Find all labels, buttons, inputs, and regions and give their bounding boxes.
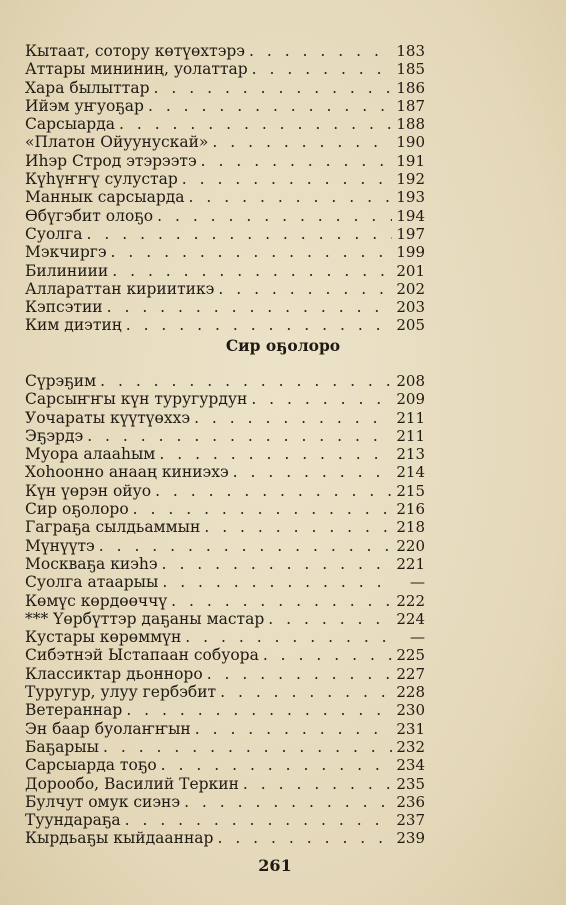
toc-entry-title: Ким диэтиң [25, 316, 122, 335]
toc-entry-title: Туундараҕа [25, 811, 121, 830]
toc-entry [25, 829, 425, 847]
toc-entry [25, 592, 425, 610]
toc-entry-page: 211 [396, 408, 425, 427]
toc-entry-title: Эн баар буолаҥҥын [25, 719, 191, 738]
dot-leader [119, 115, 392, 133]
toc-entry [25, 628, 425, 646]
dot-leader [87, 225, 393, 243]
dot-leader [195, 720, 393, 738]
toc-entry-page: 232 [396, 737, 425, 756]
dot-leader [111, 243, 393, 261]
toc-entry-title: Мүнүүтэ [25, 536, 95, 555]
toc-entry-page: 185 [396, 60, 425, 79]
toc-entry [25, 115, 425, 133]
toc-entry-title: Уочараты күүтүөххэ [25, 408, 191, 427]
toc-entry [25, 170, 425, 188]
toc-entry-page: — [410, 628, 425, 647]
toc-entry [25, 482, 425, 500]
toc-entry-title: Муора алааһым [25, 445, 156, 464]
toc-entry-page: 230 [396, 701, 425, 720]
toc-entry [25, 390, 425, 408]
toc-entry-page: 193 [396, 188, 425, 207]
page-number: 261 [258, 856, 292, 875]
toc-entry [25, 243, 425, 261]
toc-entry [25, 207, 425, 225]
toc-entry [25, 188, 425, 206]
toc-entry-title: Билиниии [25, 261, 109, 280]
toc-entry [25, 152, 425, 170]
toc-entry-page: 221 [396, 554, 425, 573]
toc-entry [25, 811, 425, 829]
toc-entry-page: 216 [396, 500, 425, 519]
dot-leader [251, 390, 392, 408]
toc-entry-title: Москваҕа киэһэ [25, 554, 158, 573]
toc-entry-title: Кытаат, сотору көтүөхтэрэ [25, 42, 245, 60]
dot-leader [157, 207, 392, 225]
toc-entry-title: Кэпсэтии [25, 298, 103, 317]
toc-entry [25, 427, 425, 445]
toc-entry-page: 201 [396, 261, 425, 280]
toc-entry-title: Аллараттан кириитикэ [25, 279, 215, 298]
toc-entry [25, 298, 425, 316]
dot-leader [207, 665, 393, 683]
toc-entry [25, 665, 425, 683]
dot-leader [162, 555, 393, 573]
dot-leader [107, 298, 393, 316]
dot-leader [126, 316, 393, 334]
toc-entry-page: 225 [396, 646, 425, 665]
toc-entry [25, 518, 425, 536]
toc-entry [25, 79, 425, 97]
toc-entry-title: Кустары көрөммүн [25, 628, 182, 647]
dot-leader [126, 701, 392, 719]
toc-entry-page: 202 [396, 279, 425, 298]
toc-entry [25, 738, 425, 756]
toc-entry [25, 683, 425, 701]
toc-entry-title: Сир оҕолоро [25, 500, 129, 519]
toc-entry-title: Күһүҥҥү сулустар [25, 170, 178, 189]
toc-entry-page: 190 [396, 133, 425, 152]
toc-entry [25, 316, 425, 334]
dot-leader [204, 518, 392, 536]
toc-entry-title: *** Үөрбүттэр даҕаны мастар [25, 609, 265, 628]
table-of-contents-part-2 [25, 372, 425, 848]
toc-entry-title: Иһэр Строд этэрээтэ [25, 151, 197, 170]
dot-leader [100, 372, 392, 390]
toc-entry [25, 775, 425, 793]
toc-entry-page: 236 [396, 792, 425, 811]
toc-entry-title: Суолга атаарыы [25, 573, 159, 592]
toc-entry-page: 214 [396, 463, 425, 482]
toc-entry-title: Өбүгэбит олоҕо [25, 206, 154, 225]
toc-entry-page: 237 [396, 811, 425, 830]
toc-entry-title: Сарсыҥҥы күн туругурдун [25, 390, 248, 409]
toc-entry-page: 222 [396, 591, 425, 610]
toc-entry-title: Көмүс көрдөөччү [25, 591, 168, 610]
dot-leader [263, 646, 393, 664]
dot-leader [184, 793, 392, 811]
dot-leader [252, 60, 393, 78]
toc-entry [25, 280, 425, 298]
toc-entry [25, 225, 425, 243]
dot-leader [125, 811, 393, 829]
toc-entry [25, 463, 425, 481]
toc-entry-page: 227 [396, 664, 425, 683]
toc-entry-page: 211 [396, 426, 425, 445]
toc-entry [25, 372, 425, 390]
toc-entry-page: 209 [396, 390, 425, 409]
dot-leader [99, 537, 393, 555]
dot-leader [218, 280, 392, 298]
dot-leader [171, 592, 392, 610]
toc-entry-page: — [410, 573, 425, 592]
toc-entry [25, 555, 425, 573]
toc-entry-page: 183 [396, 42, 425, 60]
toc-entry [25, 409, 425, 427]
dot-leader [112, 262, 392, 280]
toc-entry [25, 610, 425, 628]
toc-entry-page: 208 [396, 372, 425, 390]
toc-entry-title: Ийэм уҥуоҕар [25, 96, 144, 115]
toc-entry-page: 191 [396, 151, 425, 170]
toc-entry-title: Аттары мининиң, уолаттар [25, 60, 248, 79]
toc-entry-title: Булчут омук сиэнэ [25, 792, 181, 811]
dot-leader [162, 573, 395, 591]
toc-entry-title: Кырдьаҕы кыйдааннар [25, 829, 214, 848]
toc-entry [25, 793, 425, 811]
toc-entry [25, 133, 425, 151]
toc-entry-page: 224 [396, 609, 425, 628]
dot-leader [189, 188, 393, 206]
toc-entry-page: 220 [396, 536, 425, 555]
toc-entry [25, 756, 425, 774]
toc-entry [25, 97, 425, 115]
toc-entry-page: 186 [396, 78, 425, 97]
dot-leader [217, 829, 392, 847]
toc-entry-page: 194 [396, 206, 425, 225]
dot-leader [220, 683, 392, 701]
dot-leader [133, 500, 393, 518]
toc-entry-title: «Платон Ойуунускай» [25, 133, 209, 152]
dot-leader [201, 152, 393, 170]
dot-leader [87, 427, 392, 445]
toc-entry-page: 205 [396, 316, 425, 335]
toc-entry-title: Сарсыарда [25, 115, 115, 134]
dot-leader [194, 409, 392, 427]
toc-entry-page: 203 [396, 298, 425, 317]
toc-entry-title: Дорообо, Василий Теркин [25, 774, 239, 793]
toc-entry [25, 445, 425, 463]
toc-entry-title: Күн үөрэн ойуо [25, 481, 152, 500]
dot-leader [212, 133, 392, 151]
toc-entry-page: 215 [396, 481, 425, 500]
toc-entry [25, 500, 425, 518]
toc-entry [25, 701, 425, 719]
toc-entry-page: 234 [396, 756, 425, 775]
toc-entry-title: Туругур, улуу гербэбит [25, 683, 217, 702]
toc-entry-page: 228 [396, 683, 425, 702]
toc-entry-title: Маннык сарсыарда [25, 188, 185, 207]
dot-leader [185, 628, 395, 646]
toc-entry [25, 537, 425, 555]
dot-leader [159, 445, 392, 463]
toc-entry-page: 192 [396, 170, 425, 189]
toc-entry-title: Гаграҕа сылдьаммын [25, 518, 201, 537]
dot-leader [148, 97, 392, 115]
toc-entry-page: 197 [396, 224, 425, 243]
toc-entry-page: 231 [396, 719, 425, 738]
toc-entry-page: 199 [396, 243, 425, 262]
dot-leader [268, 610, 392, 628]
toc-entry-page: 187 [396, 96, 425, 115]
toc-entry-page: 218 [396, 518, 425, 537]
toc-entry-title: Хоһоонно анааң киниэхэ [25, 463, 229, 482]
toc-entry-title: Суолга [25, 224, 83, 243]
toc-entry-page: 188 [396, 115, 425, 134]
toc-entry-title: Ветераннар [25, 701, 123, 720]
dot-leader [243, 775, 392, 793]
toc-entry-page: 213 [396, 445, 425, 464]
toc-entry-page: 235 [396, 774, 425, 793]
toc-entry [25, 573, 425, 591]
dot-leader [161, 756, 393, 774]
section-heading: Сир оҕолоро [225, 336, 341, 355]
toc-entry-title: Сибэтнэй Ыстапаан собуора [25, 646, 259, 665]
dot-leader [249, 42, 392, 60]
toc-entry [25, 60, 425, 78]
toc-entry [25, 262, 425, 280]
toc-entry-title: Сарсыарда тоҕо [25, 756, 157, 775]
dot-leader [103, 738, 392, 756]
toc-entry-title: Классиктар дьонноро [25, 664, 203, 683]
toc-entry [25, 646, 425, 664]
toc-entry-title: Эҕэрдэ [25, 426, 84, 445]
toc-entry [25, 720, 425, 738]
dot-leader [182, 170, 393, 188]
toc-entry-title: Баҕарыы [25, 737, 99, 756]
dot-leader [154, 79, 393, 97]
toc-entry-page: 239 [396, 829, 425, 848]
dot-leader [233, 463, 393, 481]
toc-entry-title: Сүрэҕим [25, 372, 97, 390]
toc-entry-title: Мэкчиргэ [25, 243, 107, 262]
toc-entry-title: Хара былыттар [25, 78, 150, 97]
table-of-contents-part-1 [25, 42, 425, 335]
dot-leader [155, 482, 392, 500]
toc-entry [25, 42, 425, 60]
